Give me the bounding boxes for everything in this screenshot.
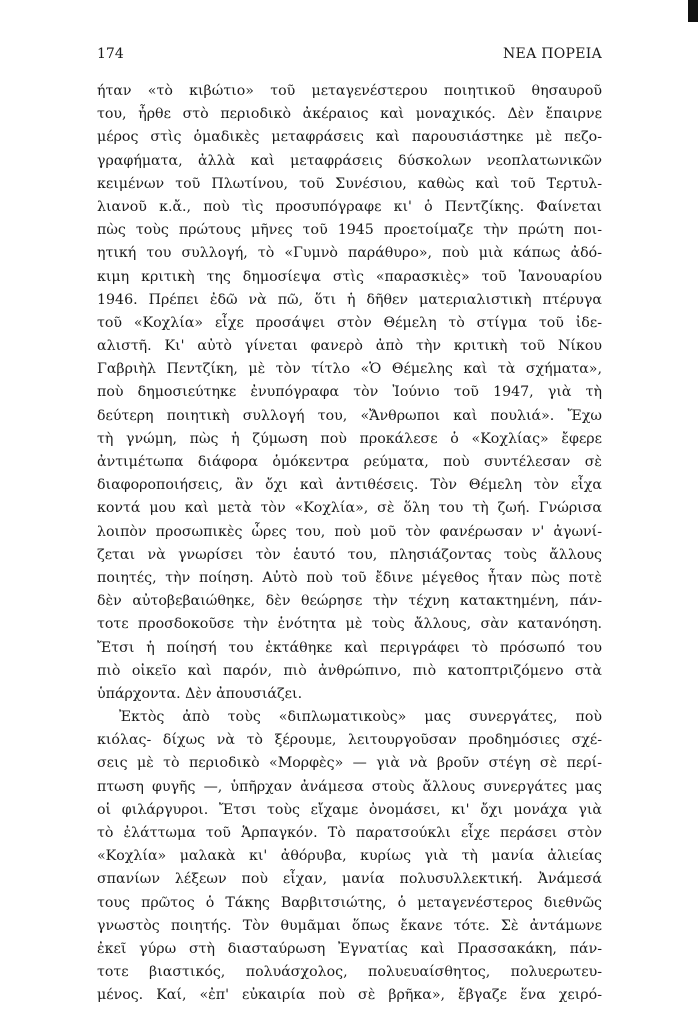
text-line: τοτε προσδοκοῦσε τὴν ἑνότητα μὲ τοὺς ἄλλους, σὰν κατανόηση. [97, 616, 602, 633]
text-line: δεύτερη ποιητικὴ συλλογή του, «Ἄνθρωποι καὶ πουλιά». Ἔχω [97, 407, 602, 424]
text-line: διαφοροποιήσεις, ἂν ὄχι καὶ ἀντιθέσεις. Τὸν Θέμελη τὸν εἶχα [97, 477, 602, 494]
text-line: κιόλας- δίχως νὰ τὸ ξέρουμε, λειτουργοῦσαν προδημόσιες σχέ- [97, 732, 602, 749]
text-line: τὴ γνώμη, πὼς ἡ ζύμωση ποὺ προκάλεσε ὁ «Κοχλίας» ἔφερε [97, 430, 602, 447]
text-line: αλιστῆ. Κι' αὐτὸ γίνεται φανερὸ ἀπὸ τὴν κριτικὴ τοῦ Νίκου [97, 338, 602, 355]
running-head: ΝΕΑ ΠΟΡΕΙΑ [503, 46, 602, 62]
text-line: ζεται νὰ γνωρίσει τὸν ἑαυτό του, πλησιάζοντας τοὺς ἄλλους [97, 546, 602, 563]
text-line: γνωστὸς ποιητής. Τὸν θυμᾶμαι ὅπως ἔκανε τότε. Σὲ ἀντάμωνε [97, 917, 602, 934]
text-line: λιανοῦ κ.ἄ., ποὺ τὶς προσυπόγραφε κι' ὁ Πεντζίκης. Φαίνεται [97, 198, 602, 215]
text-line: ήταν «τὸ κιβώτιο» τοῦ μεταγενέστερου ποιητικοῦ θησαυροῦ [97, 83, 602, 99]
text-line: Γαβριὴλ Πεντζίκη, μὲ τὸν τίτλο «Ὁ Θέμελης καὶ τὰ σχήματα», [97, 361, 602, 378]
text-line: κιμη κριτικὴ της δημοσίεψα στὶς «παρασκιὲς» τοῦ Ἰανουαρίου [97, 268, 602, 285]
text-line: τοτε βιαστικός, πολυάσχολος, πολυευαίσθητος, πολυερωτευ- [97, 964, 602, 981]
text-line: ἀντιμέτωπα διάφορα ὁμόκεντρα ρεύματα, ποὺ συντέλεσαν σὲ [97, 454, 602, 470]
text-line: κοντά μου καὶ μετὰ τὸν «Κοχλία», σὲ ὅλη του τὴ ζωή. Γνώρισα [97, 500, 602, 517]
text-line: κειμένων τοῦ Πλωτίνου, τοῦ Συνέσιου, καθὼς καὶ τοῦ Τερτυλ- [97, 175, 602, 192]
text-line: «Κοχλία» μαλακὰ κι' ἀθόρυβα, κυρίως γιὰ τὴ μανία ἀλιείας [97, 848, 602, 865]
text-line: τοῦ «Κοχλία» εἶχε προσάψει στὸν Θέμελη τὸ στίγμα τοῦ ἰδε- [97, 314, 602, 331]
page-number: 174 [97, 46, 124, 62]
text-line: ποὺ δημοσιεύτηκε ἐνυπόγραφα τὸν Ἰούνιο τοῦ 1947, γιὰ τὴ [97, 384, 602, 401]
text-line: ἐκεῖ γύρω στὴ διασταύρωση Ἐγνατίας καὶ Πρασσακάκη, πάν- [97, 940, 602, 957]
text-line: σεις μὲ τὸ περιοδικὸ «Μορφὲς» — γιὰ νὰ βροῦν στέγη σὲ περί- [97, 755, 602, 772]
text-line: σπανίων λέξεων ποὺ εἶχαν, μανία πολυσυλλεκτική. Ἀνάμεσά [97, 871, 602, 888]
text-line: μένος. Καί, «ἐπ' εὐκαιρία ποὺ σὲ βρῆκα», ἔβγαζε ἕνα χειρό- [97, 987, 602, 1004]
scan-edge-mark [688, 0, 698, 22]
text-line: πὼς τοὺς πρώτους μῆνες τοῦ 1945 προετοίμαζε τὴν πρώτη ποι- [97, 222, 602, 239]
text-line: οἱ φιλάργυροι. Ἔτσι τοὺς εἴχαμε ὀνομάσει, κι' ὄχι μονάχα γιὰ [97, 801, 602, 818]
text-line: δὲν αὐτοβεβαιώθηκε, δὲν θεώρησε τὴν τέχνη κατακτημένη, πάν- [97, 593, 602, 610]
text-line: τους πρῶτος ὁ Τάκης Βαρβιτσιώτης, ὁ μεταγενέστερος διεθνῶς [97, 894, 602, 911]
text-line: λοιπὸν προσωπικὲς ὧρες του, ποὺ μοῦ τὸν φανέρωσαν ν' ἀγωνί- [97, 523, 602, 540]
body-text [97, 80, 602, 1008]
text-line: ποιητές, τὴν ποίηση. Αὐτὸ ποὺ τοῦ ἔδινε μέγεθος ἦταν πὼς ποτὲ [97, 569, 602, 586]
text-line: μέρος στὶς ὁμαδικὲς μεταφράσεις καὶ παρουσιάστηκε μὲ πεζο- [97, 129, 602, 146]
text-line: τὸ ἐλάττωμα τοῦ Ἁρπαγκόν. Τὸ παρατσούκλι εἶχε περάσει στὸν [97, 825, 602, 841]
text-line: πιὸ οἰκεῖο καὶ παρόν, πιὸ ἀνθρώπινο, πιὸ κατοπτριζόμενο στὰ [97, 662, 602, 679]
text-line: ητική του συλλογή, τὸ «Γυμνὸ παράθυρο», ποὺ μιὰ κάπως ἀδό- [97, 245, 602, 262]
text-line: του, ἦρθε στὸ περιοδικὸ ἀκέραιος καὶ μοναχικός. Δὲν ἔπαιρνε [97, 106, 602, 123]
text-line: Ἐκτὸς ἀπὸ τοὺς «διπλωματικοὺς» μας συνεργάτες, ποὺ [119, 709, 602, 726]
text-line: 1946. Πρέπει ἐδῶ νὰ πῶ, ὅτι ἡ δῆθεν ματεριαλιστικὴ πτέρυγα [97, 291, 602, 308]
page-header [97, 46, 602, 68]
text-line: Ἔτσι ἡ ποίησή του ἐκτάθηκε καὶ περιγράφει τὸ πρόσωπό του [97, 639, 602, 656]
text-line: γραφήματα, ἀλλὰ καὶ μεταφράσεις δύσκολων νεοπλατωνικῶν [97, 152, 602, 169]
text-line: ὑπάρχοντα. Δὲν ἀπουσιάζει. [97, 685, 303, 702]
text-line: πτωση φυγῆς —, ὑπῆρχαν ἀνάμεσα στοὺς ἄλλους συνεργάτες μας [97, 778, 602, 795]
